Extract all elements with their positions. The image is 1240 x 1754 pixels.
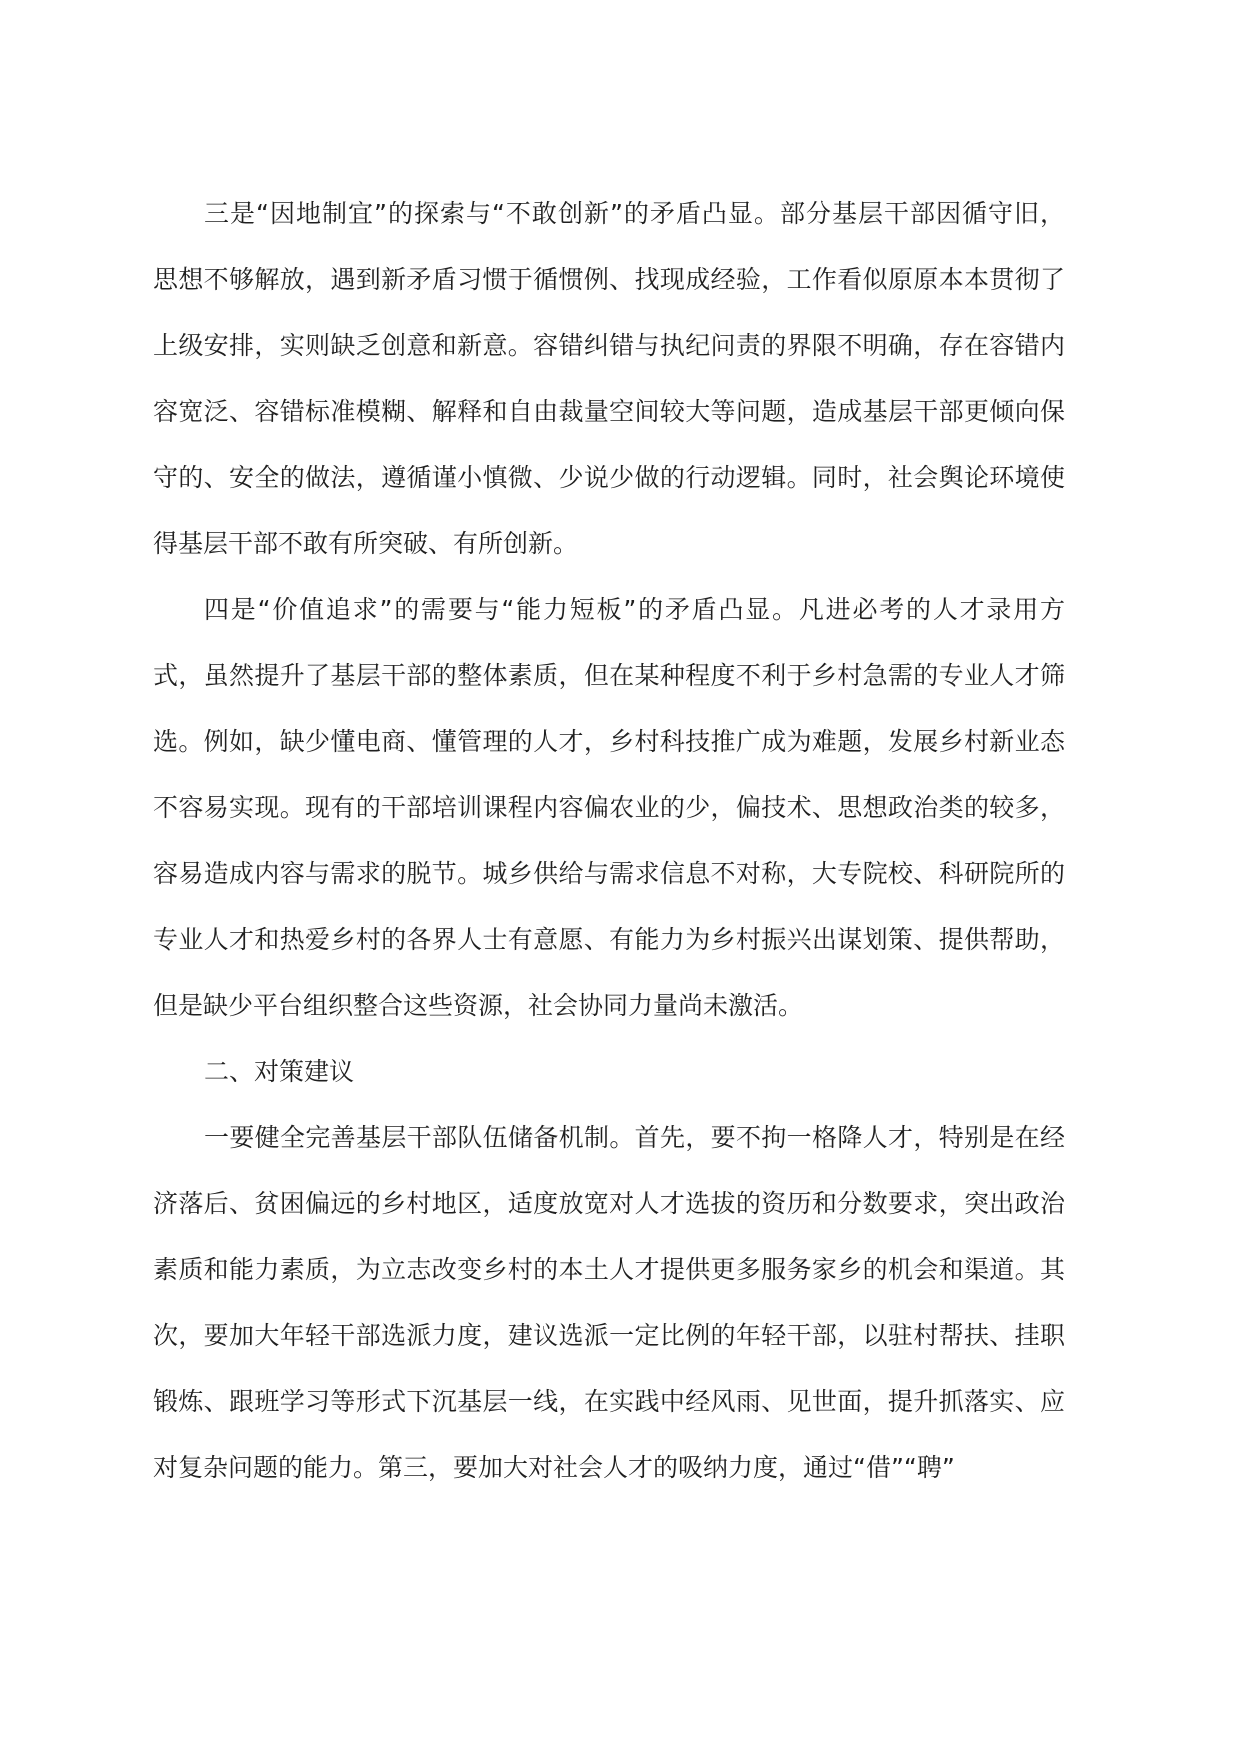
paragraph-line: 容易造成内容与需求的脱节。城乡供给与需求信息不对称，大专院校、科研院所的 [153, 859, 1065, 888]
paragraph-line: 济落后、贫困偏远的乡村地区，适度放宽对人才选拔的资历和分数要求，突出政治 [153, 1189, 1065, 1218]
paragraph-line: 上级安排，实则缺乏创意和新意。容错纠错与执纪问责的界限不明确，存在容错内 [153, 331, 1065, 360]
paragraph-line: 一要健全完善基层干部队伍储备机制。首先，要不拘一格降人才，特别是在经 [204, 1123, 1065, 1152]
paragraph-line: 但是缺少平台组织整合这些资源，社会协同力量尚未激活。 [153, 991, 804, 1020]
paragraph-line: 式，虽然提升了基层干部的整体素质，但在某种程度不利于乡村急需的专业人才筛 [153, 661, 1065, 690]
paragraph-line: 锻炼、跟班学习等形式下沉基层一线，在实践中经风雨、见世面，提升抓落实、应 [153, 1387, 1065, 1416]
paragraph-line: 容宽泛、容错标准模糊、解释和自由裁量空间较大等问题，造成基层干部更倾向保 [153, 397, 1065, 426]
paragraph-line: 次，要加大年轻干部选派力度，建议选派一定比例的年轻干部，以驻村帮扶、挂职 [153, 1321, 1065, 1350]
paragraph-line: 得基层干部不敢有所突破、有所创新。 [153, 529, 579, 558]
paragraph-line: 对复杂问题的能力。第三，要加大对社会人才的吸纳力度，通过“借”“聘” [153, 1453, 955, 1482]
paragraph-line: 素质和能力素质，为立志改变乡村的本土人才提供更多服务家乡的机会和渠道。其 [153, 1255, 1065, 1284]
paragraph-line: 专业人才和热爱乡村的各界人士有意愿、有能力为乡村振兴出谋划策、提供帮助， [153, 925, 1065, 954]
paragraph-line: 守的、安全的做法，遵循谨小慎微、少说少做的行动逻辑。同时，社会舆论环境使 [153, 463, 1065, 492]
section-heading: 二、对策建议 [204, 1057, 355, 1086]
paragraph-line: 不容易实现。现有的干部培训课程内容偏农业的少，偏技术、思想政治类的较多， [153, 793, 1065, 822]
paragraph-line: 四是“价值追求”的需要与“能力短板”的矛盾凸显。凡进必考的人才录用方 [204, 595, 1065, 624]
paragraph-line: 三是“因地制宜”的探索与“不敢创新”的矛盾凸显。部分基层干部因循守旧， [204, 199, 1065, 228]
paragraph-line: 选。例如，缺少懂电商、懂管理的人才，乡村科技推广成为难题，发展乡村新业态 [153, 727, 1065, 756]
paragraph-line: 思想不够解放，遇到新矛盾习惯于循惯例、找现成经验，工作看似原原本本贯彻了 [153, 265, 1065, 294]
